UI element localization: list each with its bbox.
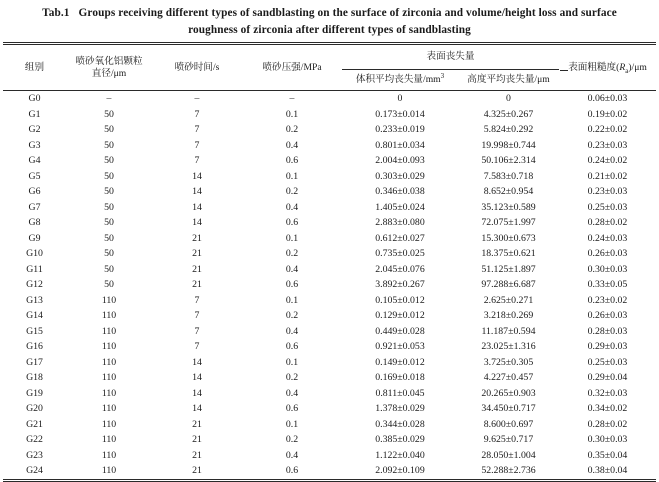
- table-cell: G24: [26, 465, 43, 476]
- table-cell: 0.233±0.019: [375, 124, 425, 135]
- table-cell: 0.105±0.012: [375, 294, 425, 306]
- table-cell: 19.998±0.744: [481, 139, 536, 151]
- table-cell: 50.106±2.314: [481, 155, 536, 166]
- table-cell: 14: [192, 387, 202, 399]
- table-cell: 0.23±0.03: [587, 139, 628, 151]
- table-cell: 0.1: [285, 170, 299, 182]
- table-cell: 0.35±0.04: [587, 449, 628, 461]
- table-row: [3, 184, 656, 200]
- table-cell: 3.218±0.269: [483, 310, 534, 321]
- table-cell: 0.1: [285, 232, 299, 244]
- table-row: [3, 200, 656, 216]
- table-cell: 0.346±0.038: [375, 186, 425, 197]
- table-cell: 110: [101, 418, 117, 430]
- table-cell: 50: [104, 186, 114, 197]
- table-row: [3, 370, 656, 386]
- table-cell: 0.344±0.028: [375, 418, 425, 430]
- caption-label: Tab.1: [42, 7, 70, 19]
- table-cell: 0.25±0.03: [587, 356, 628, 368]
- header-surface-loss: 表面丧失量: [342, 44, 559, 70]
- table-cell: G16: [26, 341, 43, 352]
- table-cell: 0.24±0.03: [587, 232, 628, 244]
- table-cell: G5: [28, 170, 41, 182]
- table-cell: 3.892±0.267: [375, 279, 425, 290]
- table-cell: 14: [192, 372, 202, 383]
- table-cell: G17: [26, 356, 43, 368]
- table-cell: 0.30±0.03: [587, 263, 628, 275]
- table-cell: G12: [26, 279, 43, 290]
- table-cell: 18.375±0.621: [481, 248, 536, 259]
- table-cell: 0.21±0.02: [587, 170, 628, 182]
- table-cell: 110: [101, 341, 117, 352]
- table-cell: 7: [194, 294, 200, 306]
- table-cell: G14: [26, 310, 43, 321]
- header-time: 喷砂时间/s: [174, 61, 220, 73]
- table-row: [3, 417, 656, 433]
- table-cell: 21: [192, 434, 202, 445]
- table-cell: G18: [26, 372, 43, 383]
- table-cell: 0.29±0.04: [587, 372, 628, 383]
- table-cell: 7: [194, 124, 200, 135]
- table-cell: 0.149±0.012: [375, 356, 425, 368]
- table-cell: 0.33±0.05: [587, 279, 628, 290]
- table-cell: 7: [194, 310, 200, 321]
- header-volume-loss: [342, 70, 458, 91]
- table-cell: 110: [101, 434, 117, 445]
- table-cell: 4.227±0.457: [483, 372, 534, 383]
- table-cell: 97.288±6.687: [481, 279, 536, 290]
- table-cell: 50: [104, 232, 114, 244]
- table-row: [3, 324, 656, 340]
- table-cell: 4.325±0.267: [483, 108, 534, 120]
- table-cell: 0.129±0.012: [375, 310, 425, 321]
- table-cell: 52.288±2.736: [481, 465, 536, 476]
- table-cell: –: [194, 93, 200, 104]
- table-cell: 21: [192, 248, 202, 259]
- table-row: [3, 107, 656, 123]
- table-cell: 0.4: [285, 201, 299, 213]
- table-cell: 0.6: [285, 279, 299, 290]
- table-row: [3, 138, 656, 154]
- table-cell: G1: [28, 108, 41, 120]
- table-cell: G6: [28, 186, 41, 197]
- table-cell: 14: [192, 170, 202, 182]
- header-height-loss: 高度平均丧失量/μm: [467, 74, 550, 85]
- header-roughness: [559, 44, 656, 91]
- table-row: [3, 91, 656, 107]
- table-cell: 110: [101, 372, 117, 383]
- table-cell: 0.23±0.03: [587, 186, 628, 197]
- table-cell: 0.801±0.034: [375, 139, 425, 151]
- table-cell: 35.123±0.589: [481, 201, 536, 213]
- table-cell: 0.28±0.03: [587, 325, 628, 337]
- table-cell: 21: [192, 263, 202, 275]
- table-cell: 0.169±0.018: [375, 372, 425, 383]
- table-cell: 0.2: [285, 310, 299, 321]
- table-cell: 0.612±0.027: [375, 232, 425, 244]
- table-cell: 0.2: [285, 434, 299, 445]
- table-cell: 1.405±0.024: [375, 201, 425, 213]
- table-cell: 0.1: [285, 108, 299, 120]
- table-cell: 51.125±1.897: [481, 263, 536, 275]
- table-cell: 0.735±0.025: [375, 248, 425, 259]
- table-cell: 23.025±1.316: [481, 341, 536, 352]
- table-cell: G20: [26, 403, 43, 414]
- header-particle-line2: 直径/μm: [91, 67, 127, 79]
- table-row: [3, 277, 656, 293]
- table-cell: 28.050±1.004: [481, 449, 536, 461]
- table-cell: G0: [28, 93, 41, 104]
- table-cell: 7: [194, 155, 200, 166]
- table-cell: 50: [104, 279, 114, 290]
- table-cell: G15: [26, 325, 43, 337]
- table-cell: 14: [192, 186, 202, 197]
- table-cell: 50: [104, 201, 114, 213]
- table-cell: G23: [26, 449, 43, 461]
- table-cell: 0.22±0.02: [587, 124, 628, 135]
- table-cell: 3.725±0.305: [483, 356, 534, 368]
- table-cell: G8: [28, 217, 41, 228]
- table-cell: 34.450±0.717: [481, 403, 536, 414]
- table-cell: 2.092±0.109: [375, 465, 425, 476]
- table-cell: 0.6: [285, 217, 299, 228]
- table-cell: 0.4: [285, 387, 299, 399]
- table-cell: 0.1: [285, 418, 299, 430]
- table-cell: 0.29±0.03: [587, 341, 628, 352]
- table-cell: G13: [26, 294, 43, 306]
- table-cell: 0.449±0.028: [375, 325, 425, 337]
- table-row: [3, 169, 656, 185]
- table-cell: 21: [192, 279, 202, 290]
- volume-loss-superscript: 3: [440, 71, 445, 80]
- table-cell: 0.4: [285, 263, 299, 275]
- table-row: [3, 231, 656, 247]
- table-cell: 21: [192, 449, 202, 461]
- table-cell: G7: [28, 201, 41, 213]
- table-cell: 110: [101, 449, 117, 461]
- table-cell: 50: [104, 155, 114, 166]
- table-cell: 0.30±0.03: [587, 434, 628, 445]
- table-cell: G11: [26, 263, 43, 275]
- header-roughness-pre: 表面粗糙度(: [568, 61, 620, 73]
- table-row: [3, 215, 656, 231]
- table-cell: 0.4: [285, 139, 299, 151]
- table-cell: 21: [192, 232, 202, 244]
- table-cell: 2.045±0.076: [375, 263, 425, 275]
- table-cell: 0.811±0.045: [375, 387, 425, 399]
- table-cell: 14: [192, 356, 202, 368]
- table-row: [3, 293, 656, 309]
- table-cell: 0: [397, 93, 403, 104]
- table-cell: 0.1: [285, 294, 299, 306]
- table-cell: 0.38±0.04: [587, 465, 628, 476]
- table-cell: 7.583±0.718: [483, 170, 534, 182]
- table-cell: G4: [28, 155, 41, 166]
- table-cell: 72.075±1.997: [481, 217, 536, 228]
- table-cell: –: [106, 93, 112, 104]
- table-cell: G19: [26, 387, 43, 399]
- table-header: [3, 44, 656, 91]
- table-cell: 110: [101, 356, 117, 368]
- table-row: [3, 122, 656, 138]
- header-volume-loss-text: 体积平均丧失量/mm: [355, 74, 441, 85]
- table-cell: 7: [194, 139, 200, 151]
- table-row: [3, 432, 656, 448]
- table-cell: 0.6: [285, 403, 299, 414]
- table-cell: 0.28±0.02: [587, 217, 628, 228]
- table-cell: 0.06±0.03: [587, 93, 628, 104]
- table-cell: 15.300±0.673: [481, 232, 536, 244]
- table-cell: 9.625±0.717: [483, 434, 534, 445]
- table-cell: 110: [101, 325, 117, 337]
- table-cell: 0.23±0.02: [587, 294, 628, 306]
- table-cell: 2.004±0.093: [375, 155, 425, 166]
- table-row: [3, 339, 656, 355]
- table-cell: 110: [101, 294, 117, 306]
- table-cell: 0.4: [285, 325, 299, 337]
- table-cell: G10: [26, 248, 43, 259]
- table-cell: 0.24±0.02: [587, 155, 628, 166]
- table-cell: 2.625±0.271: [483, 294, 534, 306]
- table-cell: 8.600±0.697: [483, 418, 534, 430]
- table-cell: 50: [104, 263, 114, 275]
- table-cell: 1.122±0.040: [375, 449, 425, 461]
- table-cell: 0.19±0.02: [587, 108, 628, 120]
- table-cell: G9: [28, 232, 41, 244]
- table-row: [3, 262, 656, 278]
- table-cell: 110: [101, 387, 117, 399]
- table-row: [3, 355, 656, 371]
- table-cell: 0.2: [285, 372, 299, 383]
- table-cell: 2.883±0.080: [375, 217, 425, 228]
- table-cell: 0.173±0.014: [375, 108, 425, 120]
- table-cell: 0.385±0.029: [375, 434, 425, 445]
- table-cell: 50: [104, 124, 114, 135]
- table-cell: 0.32±0.03: [587, 387, 628, 399]
- table-cell: 0.2: [285, 124, 299, 135]
- table-cell: 0.26±0.03: [587, 248, 628, 259]
- table-cell: 11.187±0.594: [481, 325, 536, 337]
- header-particle-line1: 喷砂氧化铝颗粒: [75, 55, 143, 67]
- table-body: [3, 91, 656, 481]
- table-cell: 0.6: [285, 341, 299, 352]
- table-row: [3, 401, 656, 417]
- table-cell: 50: [104, 217, 114, 228]
- table-cell: 50: [104, 108, 114, 120]
- table-row: [3, 153, 656, 169]
- table-cell: 21: [192, 418, 202, 430]
- table-cell: G22: [26, 434, 43, 445]
- table-cell: G3: [28, 139, 41, 151]
- table-cell: 1.378±0.029: [375, 403, 425, 414]
- table-cell: 7: [194, 325, 200, 337]
- table-cell: 20.265±0.903: [481, 387, 536, 399]
- table-cell: 50: [104, 170, 114, 182]
- table-cell: 0.34±0.02: [587, 403, 628, 414]
- table-cell: 110: [101, 310, 117, 321]
- caption-text-1: Groups receiving different types of sandblasting on the surface of zirconia and volume/height loss and surface: [78, 7, 617, 19]
- table-cell: 0.921±0.053: [375, 341, 425, 352]
- table-cell: G2: [28, 124, 41, 135]
- table-cell: 7: [194, 108, 200, 120]
- table-cell: 110: [101, 465, 117, 476]
- table-cell: 5.824±0.292: [483, 124, 534, 135]
- caption-line-1: [0, 5, 659, 22]
- table-cell: 50: [104, 139, 114, 151]
- table-row: [3, 308, 656, 324]
- table-cell: 14: [192, 201, 202, 213]
- header-row-top: [3, 44, 656, 70]
- table-row: [3, 386, 656, 402]
- table-cell: 0.2: [285, 186, 299, 197]
- table-cell: 0.6: [285, 465, 299, 476]
- table-row: [3, 246, 656, 262]
- table-cell: 0.4: [285, 449, 299, 461]
- table-cell: 0.26±0.03: [587, 310, 628, 321]
- table-cell: 0.6: [285, 155, 299, 166]
- header-particle-diameter: [66, 44, 152, 91]
- caption-line-2: roughness of zirconia after different types of sandblasting: [188, 23, 471, 36]
- table-cell: 50: [104, 248, 114, 259]
- table-cell: –: [289, 93, 295, 104]
- table-cell: 0.28±0.02: [587, 418, 628, 430]
- table-cell: G21: [26, 418, 43, 430]
- table-cell: 14: [192, 403, 202, 414]
- table-cell: 0.2: [285, 248, 299, 259]
- header-pressure: 喷砂压强/MPa: [262, 61, 322, 73]
- table-cell: 14: [192, 217, 202, 228]
- table-cell: 0: [506, 93, 511, 104]
- table-cell: 0.1: [285, 356, 299, 368]
- table-cell: 8.652±0.954: [483, 186, 534, 197]
- table-cell: 0.303±0.029: [375, 170, 425, 182]
- roughness-symbol: R: [619, 61, 626, 73]
- table-caption: [0, 0, 659, 38]
- header-group: 组别: [24, 61, 45, 73]
- data-table: [3, 42, 656, 482]
- table-row: [3, 463, 656, 480]
- table-cell: 110: [101, 403, 117, 414]
- table-cell: 7: [194, 341, 200, 352]
- header-roughness-post: )/μm: [628, 61, 647, 73]
- table-row: [3, 448, 656, 464]
- table-cell: 21: [192, 465, 202, 476]
- roughness-subscript: a: [625, 66, 629, 75]
- table-cell: 0.25±0.03: [587, 201, 628, 213]
